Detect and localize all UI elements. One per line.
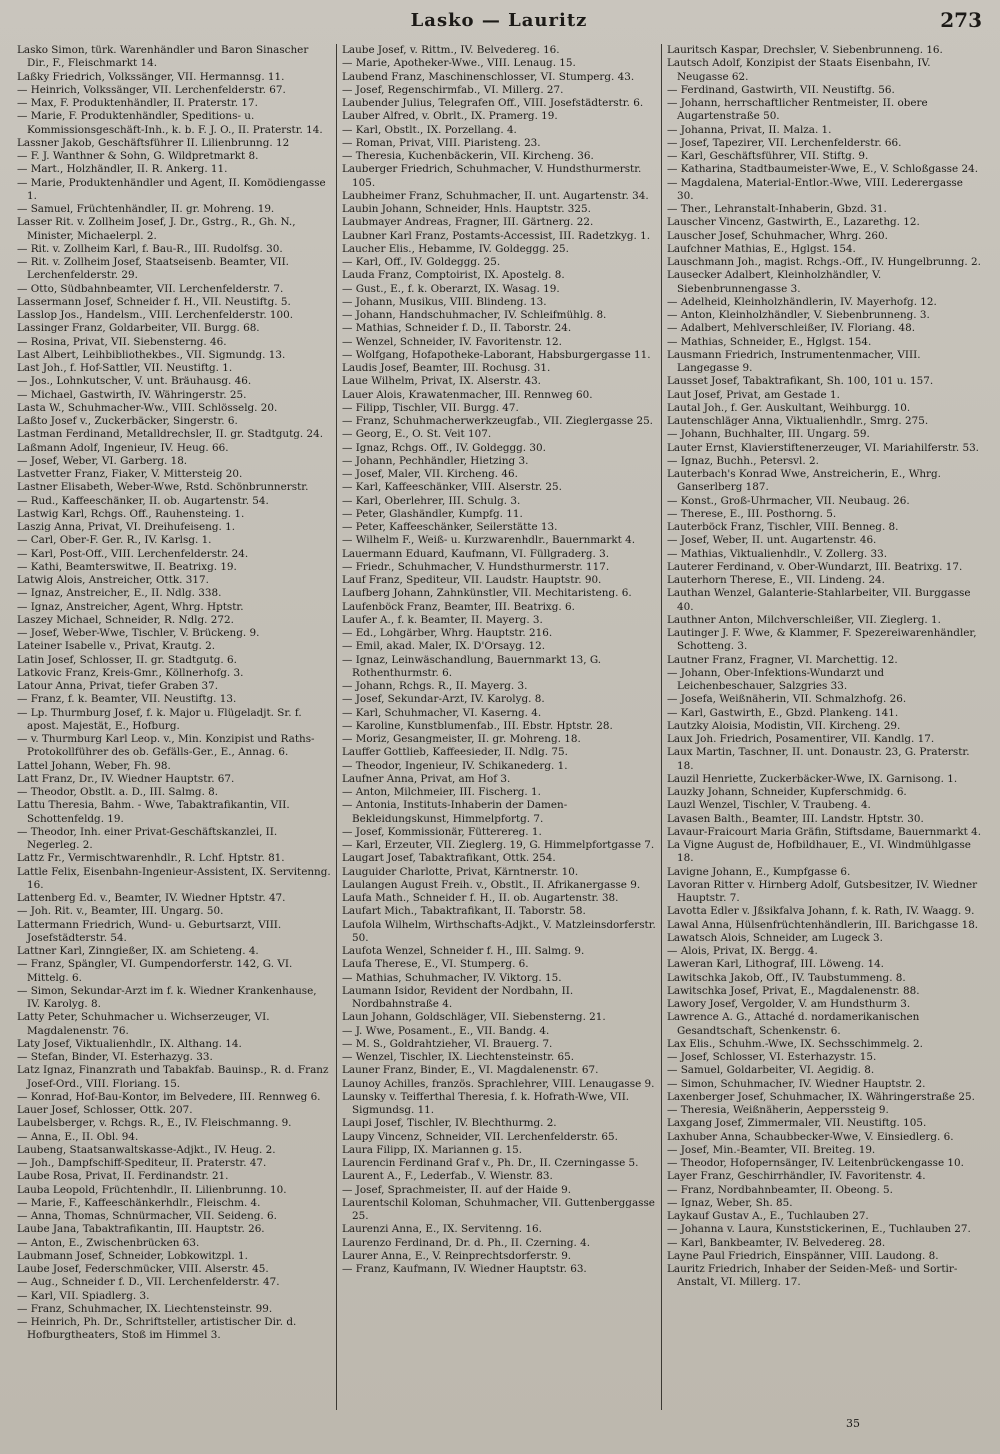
directory-entry: — Magdalena, Material-Entlor.-Wwe, VIII. Lederergasse 30. <box>667 176 963 202</box>
directory-entry: — Theresia, Kuchenbäckerin, VII. Kircheng. 36. <box>342 150 594 162</box>
directory-entry: Lautsch Adolf, Konzipist der Staats Eisenbahn, IV. Neugasse 62. <box>667 57 931 83</box>
directory-entry: — Josef, Schlosser, VI. Esterhazystr. 15. <box>667 1051 877 1063</box>
directory-entry: Launoy Achilles, französ. Sprachlehrer, VIII. Lenaugasse 9. <box>342 1077 655 1090</box>
directory-entry: Laurenzo Ferdinand, Dr. d. Ph., II. Czerning. 4. <box>342 1236 591 1249</box>
page-header <box>12 8 986 38</box>
directory-column-3 <box>661 44 986 1410</box>
directory-entry: Laweran Karl, Lithograf, III. Löweng. 14. <box>667 958 884 971</box>
directory-entry: — Johann, Musikus, VIII. Blindeng. 13. <box>342 295 547 308</box>
directory-entry: — Johann, Ober-Infektions-Wundarzt und Leichenbeschauer, Salzgries 33. <box>667 666 885 692</box>
directory-entry: — Rud., Kaffeeschänker, II. ob. Augartenstr. 54. <box>17 494 269 507</box>
directory-entry: — Karl, Schuhmacher, VI. Kaserng. 4. <box>342 706 542 719</box>
directory-column-1 <box>12 44 336 1410</box>
directory-entry: — Ther., Lehranstalt-Inhaberin, Gbzd. 31. <box>667 203 887 215</box>
directory-entry: Lauterbach's Konrad Wwe, Anstreicherin, E., Whrg. Ganserlberg 187. <box>667 468 941 494</box>
directory-entry: — Marie, Produktenhändler und Agent, II. Komödiengasse 1. <box>17 176 326 202</box>
directory-entry: — v. Thurmburg Karl Leop. v., Min. Konzipist und Raths-Protokollführer des ob. Gefälls-Ger., E., Annag. 6. <box>17 733 315 759</box>
directory-entry: — Karl, Erzeuter, VII. Zieglerg. 19, G. Himmelpfortgasse 7. <box>342 839 655 851</box>
directory-entry: Lausecker Adalbert, Kleinholzhändler, V. Siebenbrunnengasse 3. <box>667 269 882 295</box>
directory-entry: — Josef, Min.-Beamter, VII. Breiteg. 19. <box>667 1143 876 1156</box>
directory-entry: — M. S., Goldrahtzieher, VI. Brauerg. 7. <box>342 1037 553 1050</box>
directory-entry: — Theodor, Hofopernsänger, IV. Leitenbrückengasse 10. <box>667 1157 964 1169</box>
directory-entry: — Karl, VII. Spiadlerg. 3. <box>17 1289 150 1302</box>
directory-entry: Laykauf Gustav A., E., Tuchlauben 27. <box>667 1210 869 1222</box>
directory-entry: Lauthan Wenzel, Galanterie-Stahlarbeiter, VII. Burggasse 40. <box>667 587 971 613</box>
directory-entry: Last Joh., f. Hof-Sattler, VII. Neustiftg. 1. <box>17 362 233 374</box>
directory-entry: — Wenzel, Schneider, IV. Favoritenstr. 12. <box>342 335 562 348</box>
directory-entry: Lattermann Friedrich, Wund- u. Geburtsarzt, VIII. Josefstädterstr. 54. <box>17 918 282 944</box>
directory-entry: — Alois, Privat, IX. Bergg. 4. <box>667 945 818 957</box>
directory-entry: Laufota Wenzel, Schneider f. H., III. Salmg. 9. <box>342 945 585 957</box>
directory-entry: — Emil, akad. Maler, IX. D'Orsayg. 12. <box>342 640 546 653</box>
page-number: 273 <box>940 8 982 32</box>
directory-entry: — Ferdinand, Gastwirth, VII. Neustiftg. 56. <box>667 83 895 96</box>
directory-entry: — Johann, Buchhalter, III. Ungarg. 59. <box>667 428 870 441</box>
directory-entry: Laufner Anna, Privat, am Hof 3. <box>342 772 511 785</box>
directory-entry: — Marie, Apotheker-Wwe., VIII. Lenaug. 15. <box>342 57 576 70</box>
directory-entry: La Vigne August de, Hofbildhauer, E., VI. Windmühlgasse 18. <box>667 839 971 865</box>
directory-entry: — Franz, Schuhmacher, IX. Liechtensteinstr. 99. <box>17 1302 273 1315</box>
directory-entry: — Filipp, Tischler, VII. Burgg. 47. <box>342 401 519 414</box>
directory-entry: Lastman Ferdinand, Metalldrechsler, II. gr. Stadtgutg. 24. <box>17 428 324 441</box>
directory-entry: — Josef, Sprachmeister, II. auf der Haide 9. <box>342 1183 572 1196</box>
directory-entry: Laurenzi Anna, E., IX. Servitenng. 16. <box>342 1223 542 1236</box>
directory-entry: — Karl, Geschäftsführer, VII. Stiftg. 9. <box>667 150 869 162</box>
directory-entry: — Johann, herrschaftlicher Rentmeister, II. obere Augartenstraße 50. <box>667 97 928 123</box>
directory-entry: Laxenberger Josef, Schuhmacher, IX. Währingerstraße 25. <box>667 1090 975 1103</box>
directory-entry: — Karl, Gastwirth, E., Gbzd. Plankeng. 141. <box>667 706 899 719</box>
directory-entry: — Ignaz, Weber, Sh. 85. <box>667 1196 793 1209</box>
directory-entry: — Josef, Maler, VII. Kircheng. 46. <box>342 468 518 480</box>
directory-entry: — Johanna, Privat, II. Malza. 1. <box>667 123 832 136</box>
directory-entry: — Michael, Gastwirth, IV. Währingerstr. 25. <box>17 388 247 401</box>
directory-entry: Lauberger Friedrich, Schuhmacher, V. Hundsthurmerstr. 105. <box>342 163 642 189</box>
directory-entry: — Marie, F., Kaffeeschänkerhdlr., Fleischm. 4. <box>17 1196 261 1209</box>
directory-entry: Lauguider Charlotte, Privat, Kärntnerstr. 10. <box>342 865 579 878</box>
directory-entry: — Ignaz, Anstreicher, E., II. Ndlg. 338. <box>17 587 222 600</box>
directory-entry: Lasslop Jos., Handelsm., VIII. Lerchenfelderstr. 100. <box>17 309 294 321</box>
directory-entry: Laufart Mich., Tabaktrafikant, II. Taborstr. 58. <box>342 905 586 918</box>
directory-entry: Lautinger J. F. Wwe, & Klammer, F. Spezereiwarenhändler, Schotteng. 3. <box>667 627 977 653</box>
directory-entry: — Wolfgang, Hofapotheke-Laborant, Habsburgergasse 11. <box>342 348 651 361</box>
directory-entry: Launsky v. Teifferthal Theresia, f. k. Hofrath-Wwe, VII. Sigmundsg. 11. <box>342 1090 630 1116</box>
directory-entry: Lawrence A. G., Attaché d. nordamerikanischen Gesandtschaft, Schenkenstr. 6. <box>667 1011 920 1037</box>
directory-entry: Laura Filipp, IX. Mariannen g. 15. <box>342 1143 523 1156</box>
directory-entry: — Simon, Schuhmacher, IV. Wiedner Hauptstr. 2. <box>667 1077 926 1090</box>
directory-entry: — Moriz, Gesangmeister, II. gr. Mohreng. 18. <box>342 733 581 745</box>
directory-entry: — Joh. Rit. v., Beamter, III. Ungarg. 50. <box>17 905 224 918</box>
directory-entry: Layne Paul Friedrich, Einspänner, VIII. Laudong. 8. <box>667 1249 939 1262</box>
directory-entry: — Josef, Weber, II. unt. Augartenstr. 46. <box>667 534 877 547</box>
directory-entry: Lausmann Friedrich, Instrumentenmacher, VIII. Langegasse 9. <box>667 348 921 374</box>
directory-entry: — Karl, Bankbeamter, IV. Belvedereg. 28. <box>667 1236 886 1249</box>
directory-entry: Laßmann Adolf, Ingenieur, IV. Heug. 66. <box>17 441 229 454</box>
directory-entry: Lauterer Ferdinand, v. Ober-Wundarzt, III. Beatrixg. 17. <box>667 560 963 573</box>
directory-entry: — Jos., Lohnkutscher, V. unt. Bräuhausg. 46. <box>17 375 252 388</box>
directory-entry: Lautner Franz, Fragner, VI. Marchettig. 12. <box>667 653 898 666</box>
directory-entry: Laugart Josef, Tabaktrafikant, Ottk. 254. <box>342 852 556 865</box>
directory-entry: Lauterböck Franz, Tischler, VIII. Benneg. 8. <box>667 521 899 533</box>
directory-entry: Laubeng, Staatsanwaltskasse-Adjkt., IV. Heug. 2. <box>17 1143 276 1156</box>
directory-entry: Lauba Leopold, Früchtenhdlr., II. Lilienbrunng. 10. <box>17 1183 287 1196</box>
directory-entry: — Konrad, Hof-Bau-Kontor, im Belvedere, III. Rennweg 6. <box>17 1090 321 1103</box>
directory-entry: Lavotta Edler v. Jßsikfalva Johann, f. k. Rath, IV. Waagg. 9. <box>667 905 975 918</box>
directory-entry: — Samuel, Goldarbeiter, VI. Aegidig. 8. <box>667 1064 875 1077</box>
directory-entry: Lawitschka Josef, Privat, E., Magdalenenstr. 88. <box>667 984 920 997</box>
directory-entry: Lassermann Josef, Schneider f. H., VII. Neustiftg. 5. <box>17 295 291 308</box>
directory-entry: — Ignaz, Anstreicher, Agent, Whrg. Hptstr. <box>17 600 244 613</box>
directory-entry: — Anton, E., Zwischenbrücken 63. <box>17 1236 200 1249</box>
directory-entry: Lasta W., Schuhmacher-Ww., VIII. Schlösselg. 20. <box>17 401 278 414</box>
directory-entry: — Johann, Rchgs. R., II. Mayerg. 3. <box>342 680 528 692</box>
directory-entry: — Franz, Kaufmann, IV. Wiedner Hauptstr. 63. <box>342 1263 587 1275</box>
directory-entry: Laube Jana, Tabaktrafikantin, III. Hauptstr. 26. <box>17 1223 265 1236</box>
directory-entry: — Anna, Thomas, Schnürmacher, VII. Seideng. 6. <box>17 1210 277 1222</box>
directory-entry: Laube Josef, v. Rittm., IV. Belvedereg. 16. <box>342 44 560 56</box>
directory-entry: Lauer Josef, Schlosser, Ottk. 207. <box>17 1104 193 1116</box>
directory-entry: — Johann, Pechhändler, Hietzing 3. <box>342 454 529 467</box>
directory-entry: Laudis Josef, Beamter, III. Rochusg. 31. <box>342 362 551 374</box>
directory-entry: — Peter, Kaffeeschänker, Seilerstätte 13. <box>342 521 558 533</box>
directory-entry: Latt Franz, Dr., IV. Wiedner Hauptstr. 67. <box>17 772 235 785</box>
directory-entry: Laun Johann, Goldschläger, VII. Siebensterng. 21. <box>342 1011 606 1024</box>
directory-entry: Lattz Fr., Vermischtwarenhdlr., R. Lchf. Hptstr. 81. <box>17 852 285 865</box>
directory-entry: Laupi Josef, Tischler, IV. Blechthurmg. 2. <box>342 1117 557 1130</box>
directory-entry: Latin Josef, Schlosser, II. gr. Stadtgutg. 6. <box>17 653 237 666</box>
directory-entry: — Josefa, Weißnäherin, VII. Schmalzhofg. 26. <box>667 693 907 706</box>
directory-entry: Laszig Anna, Privat, VI. Dreihufeiseng. 1. <box>17 521 236 533</box>
directory-entry: Laubin Johann, Schneider, Hnls. Hauptstr. 325. <box>342 203 591 215</box>
directory-entry: Laux Joh. Friedrich, Posamentirer, VII. Kandlg. 17. <box>667 733 935 745</box>
directory-entry: Latz Ignaz, Finanzrath und Tabakfab. Bauinsp., R. d. Franz Josef-Ord., VIII. Floriang. 15. <box>17 1064 329 1090</box>
directory-entry: — Heinrich, Volkssänger, VII. Lerchenfelderstr. 67. <box>17 83 286 96</box>
directory-entry: Laurentschil Koloman, Schuhmacher, VII. Guttenberggasse 25. <box>342 1196 655 1222</box>
directory-entry: Laubelsberger, v. Rchgs. R., E., IV. Fleischmanng. 9. <box>17 1117 292 1130</box>
directory-entry: Latour Anna, Privat, tiefer Graben 37. <box>17 680 218 692</box>
directory-entry: Lauthner Anton, Milchverschleißer, VII. Zieglerg. 1. <box>667 613 941 626</box>
directory-entry: Lautal Joh., f. Ger. Auskultant, Weihburgg. 10. <box>667 401 911 414</box>
directory-entry: Lausset Josef, Tabaktrafikant, Sh. 100, 101 u. 157. <box>667 375 934 388</box>
directory-entry: Lauf Franz, Spediteur, VII. Laudstr. Hauptstr. 90. <box>342 574 602 586</box>
directory-entry: — Mathias, Viktualienhdlr., V. Zollerg. 33. <box>667 547 888 560</box>
directory-entry: Laufa Therese, E., VI. Stumperg. 6. <box>342 958 529 971</box>
directory-entry: Lawal Anna, Hülsenfrüchtenhändlerin, III. Barichgasse 18. <box>667 918 979 931</box>
directory-entry: — Stefan, Binder, VI. Esterhazyg. 33. <box>17 1051 213 1063</box>
directory-entry: Lawitschka Jakob, Off., IV. Taubstummeng. 8. <box>667 971 906 984</box>
directory-columns <box>12 44 986 1410</box>
directory-entry: Lavigne Johann, E., Kumpfgasse 6. <box>667 865 851 878</box>
directory-entry: Lastwig Karl, Rchgs. Off., Rauhensteing. 1. <box>17 507 245 520</box>
directory-entry: Lauritsch Kaspar, Drechsler, V. Siebenbrunneng. 16. <box>667 44 943 56</box>
directory-entry: — Otto, Südbahnbeamter, VII. Lerchenfelderstr. 7. <box>17 282 284 295</box>
directory-entry: — Friedr., Schuhmacher, V. Hundsthurmerstr. 117. <box>342 560 610 573</box>
directory-entry: Lauritz Friedrich, Inhaber der Seiden-Meß- und Sortir-Anstalt, VI. Millerg. 17. <box>667 1263 958 1289</box>
directory-entry: — Simon, Sekundar-Arzt im f. k. Wiedner Krankenhause, IV. Karolyg. 8. <box>17 984 317 1010</box>
directory-entry: Laurent A., F., Lederfab., V. Wienstr. 83. <box>342 1170 553 1183</box>
directory-entry: — Lp. Thurmburg Josef, f. k. Major u. Flügeladjt. Sr. f. apost. Majestät, E., Hofburg. <box>17 706 302 732</box>
directory-entry: — Karoline, Kunstblumenfab., III. Ebstr. Hptstr. 28. <box>342 719 613 732</box>
directory-entry: Lattner Karl, Zinngießer, IX. am Schieteng. 4. <box>17 945 259 957</box>
directory-entry: Lattle Felix, Eisenbahn-Ingenieur-Assistent, IX. Servitenng. 16. <box>17 865 331 891</box>
directory-entry: Launer Franz, Binder, E., VI. Magdalenenstr. 67. <box>342 1064 599 1077</box>
directory-entry: Lauda Franz, Comptoirist, IX. Apostelg. 8. <box>342 269 565 282</box>
directory-entry: — Samuel, Früchtenhändler, II. gr. Mohreng. 19. <box>17 203 275 215</box>
directory-entry: Laubner Karl Franz, Postamts-Accessist, III. Radetzkyg. 1. <box>342 229 651 242</box>
directory-entry: Laulangen August Freih. v., Obstlt., II. Afrikanergasse 9. <box>342 878 641 891</box>
directory-entry: — Mathias, Schneider, E., Hglgst. 154. <box>667 335 872 348</box>
directory-entry: Laux Martin, Taschner, II. unt. Donaustr. 23, G. Praterstr. 18. <box>667 746 970 772</box>
directory-entry: Lauter Ernst, Klavierstiftenerzeuger, VI. Mariahilferstr. 53. <box>667 441 979 454</box>
directory-entry: Laufchner Mathias, E., Hglgst. 154. <box>667 242 856 255</box>
directory-entry: — Anna, E., II. Obl. 94. <box>17 1130 139 1143</box>
directory-entry: — Peter, Glashändler, Kumpfg. 11. <box>342 507 523 520</box>
directory-entry: — Heinrich, Ph. Dr., Schriftsteller, artistischer Dir. d. Hofburgtheaters, Stoß im Himmel 3. <box>17 1316 297 1342</box>
directory-entry: — Ignaz, Leinwäschandlung, Bauernmarkt 13, G. Rothenthurmstr. 6. <box>342 653 602 679</box>
directory-entry: Lattel Johann, Weber, Fh. 98. <box>17 759 171 772</box>
directory-entry: — Marie, F. Produktenhändler, Speditions- u. Kommissionsgeschäft-Inh., k. b. F. J. O., II. Praterstr. 14. <box>17 110 323 136</box>
directory-entry: — Wenzel, Tischler, IX. Liechtensteinstr. 65. <box>342 1051 575 1063</box>
directory-entry: — Mart., Holzhändler, II. R. Ankerg. 11. <box>17 163 228 176</box>
directory-entry: Lauermann Eduard, Kaufmann, VI. Füllgraderg. 3. <box>342 547 610 560</box>
directory-entry: Laumann Isidor, Revident der Nordbahn, II. Nordbahnstraße 4. <box>342 984 574 1010</box>
directory-entry: — Joh., Dampfschiff-Spediteur, II. Praterstr. 47. <box>17 1157 267 1169</box>
directory-entry: — Josef, Weber, VI. Garberg. 18. <box>17 454 188 467</box>
directory-entry: — Karl, Off., IV. Goldeggg. 25. <box>342 256 501 268</box>
directory-entry: Lattu Theresia, Bahm. - Wwe, Tabaktrafikantin, VII. Schottenfeldg. 19. <box>17 799 290 825</box>
directory-entry: — Max, F. Produktenhändler, II. Praterstr. 17. <box>17 97 258 109</box>
directory-entry: — Franz, f. k. Beamter, VII. Neustiftg. 13. <box>17 693 237 706</box>
directory-entry: Laue Wilhelm, Privat, IX. Alserstr. 43. <box>342 375 541 388</box>
directory-entry: Laubmayer Andreas, Fragner, III. Gärtnerg. 22. <box>342 216 594 229</box>
directory-entry: — Therese, E., III. Posthorng. 5. <box>667 507 837 520</box>
directory-entry: Lauer Alois, Krawatenmacher, III. Rennweg 60. <box>342 388 593 401</box>
directory-entry: — J. Wwe, Posament., E., VII. Bandg. 4. <box>342 1024 550 1037</box>
directory-entry: Lauzky Johann, Schneider, Kupferschmidg. 6. <box>667 786 907 798</box>
directory-entry: — Josef, Tapezirer, VII. Lerchenfelderstr. 66. <box>667 136 902 149</box>
directory-entry: Lastvetter Franz, Fiaker, V. Mittersteig 20. <box>17 468 243 480</box>
directory-entry: — Wilhelm F., Weiß- u. Kurzwarenhdlr., Bauernmarkt 4. <box>342 534 636 547</box>
directory-entry: Laurencin Ferdinand Graf v., Ph. Dr., II. Czerningasse 5. <box>342 1157 639 1169</box>
directory-entry: Lauterhorn Therese, E., VII. Lindeng. 24. <box>667 574 885 586</box>
directory-entry: Lautzky Aloisia, Modistin, VII. Kircheng. 29. <box>667 719 901 732</box>
directory-entry: — Rit. v. Zollheim Karl, f. Bau-R., III. Rudolfsg. 30. <box>17 242 283 255</box>
directory-entry: — Theodor, Obstlt. a. D., III. Salmg. 8. <box>17 786 219 798</box>
directory-entry: Laucher Elis., Hebamme, IV. Goldeggg. 25. <box>342 242 569 255</box>
directory-entry: Lauscher Josef, Schuhmacher, Whrg. 260. <box>667 229 888 242</box>
directory-entry: Laurer Anna, E., V. Reinprechtsdorferstr. 9. <box>342 1249 572 1262</box>
directory-entry: Laufola Wilhelm, Wirthschafts-Adjkt., V. Matzleinsdorferstr. 50. <box>342 918 656 944</box>
directory-entry: Laut Josef, Privat, am Gestade 1. <box>667 388 840 401</box>
directory-entry: — Karl, Kaffeeschänker, VIII. Alserstr. 25. <box>342 481 562 494</box>
directory-entry: Laupy Vincenz, Schneider, VII. Lerchenfelderstr. 65. <box>342 1130 618 1143</box>
directory-entry: — Mathias, Schneider f. D., II. Taborstr. 24. <box>342 322 572 335</box>
directory-entry: — Theodor, Inh. einer Privat-Geschäftskanzlei, II. Negerleg. 2. <box>17 825 278 851</box>
directory-entry: Lauffer Gottlieb, Kaffeesieder, II. Ndlg. 75. <box>342 746 568 759</box>
directory-entry: Lateiner Isabelle v., Privat, Krautg. 2. <box>17 640 216 653</box>
directory-entry: Lavaur-Fraicourt Maria Gräfin, Stiftsdame, Bauernmarkt 4. <box>667 825 982 838</box>
directory-entry: — Ignaz, Rchgs. Off., IV. Goldeggg. 30. <box>342 441 546 454</box>
directory-entry: — Rit. v. Zollheim Josef, Staatseisenb. Beamter, VII. Lerchenfelderstr. 29. <box>17 256 289 282</box>
directory-entry: — Katharina, Stadtbaumeister-Wwe, E., V. Schloßgasse 24. <box>667 163 978 176</box>
directory-entry: Lauscher Vincenz, Gastwirth, E., Lazarethg. 12. <box>667 216 920 229</box>
directory-entry: Lax Elis., Schuhm.-Wwe, IX. Sechsschimmelg. 2. <box>667 1037 923 1050</box>
directory-entry: — Franz, Nordbahnbeamter, II. Obeong. 5. <box>667 1183 893 1196</box>
directory-entry: Laube Josef, Federschmücker, VIII. Alserstr. 45. <box>17 1263 269 1275</box>
directory-entry: Laufa Math., Schneider f. H., II. ob. Augartenstr. 38. <box>342 892 619 904</box>
directory-entry: — Rosina, Privat, VII. Siebensterng. 46. <box>17 335 227 348</box>
directory-entry: — Mathias, Schuhmacher, IV. Viktorg. 15. <box>342 971 562 984</box>
signature-mark: 35 <box>846 1417 860 1430</box>
directory-entry: — Franz, Spängler, VI. Gumpendorferstr. 142, G. VI. Mittelg. 6. <box>17 958 293 984</box>
directory-entry: Lauzl Wenzel, Tischler, V. Traubeng. 4. <box>667 799 871 812</box>
directory-entry: — Gust., E., f. k. Oberarzt, IX. Wasag. 19. <box>342 282 560 295</box>
directory-entry: — Aug., Schneider f. D., VII. Lerchenfelderstr. 47. <box>17 1276 280 1289</box>
directory-entry: — Josef, Regenschirmfab., VI. Millerg. 27. <box>342 83 564 96</box>
directory-entry: — Karl, Post-Off., VIII. Lerchenfelderstr. 24. <box>17 547 249 560</box>
directory-entry: — Franz, Schuhmacherwerkzeugfab., VII. Zieglergasse 25. <box>342 415 653 427</box>
directory-entry: — Josef, Weber-Wwe, Tischler, V. Brückeng. 9. <box>17 627 260 639</box>
directory-entry: — Adelheid, Kleinholzhändlerin, IV. Mayerhofg. 12. <box>667 295 937 308</box>
directory-entry: Laxhuber Anna, Schaubbecker-Wwe, V. Einsiedlerg. 6. <box>667 1130 954 1143</box>
directory-entry: Lavoran Ritter v. Hirnberg Adolf, Gutsbesitzer, IV. Wiedner Hauptstr. 7. <box>667 878 978 904</box>
directory-entry: Lastner Elisabeth, Weber-Wwe, Rstd. Schönbrunnerstr. <box>17 481 309 494</box>
directory-entry: Lautenschläger Anna, Viktualienhdlr., Smrg. 275. <box>667 415 929 427</box>
directory-entry: Laßky Friedrich, Volkssänger, VII. Hermannsg. 11. <box>17 70 285 83</box>
directory-entry: Lassinger Franz, Goldarbeiter, VII. Burgg. 68. <box>17 322 260 335</box>
directory-entry: Laufenböck Franz, Beamter, III. Beatrixg. 6. <box>342 600 575 613</box>
directory-entry: Lassner Jakob, Geschäftsführer II. Lilienbrunng. 12 <box>17 136 290 149</box>
directory-entry: Laßto Josef v., Zuckerbäcker, Singerstr. 6. <box>17 415 238 427</box>
directory-entry: — Anton, Kleinholzhändler, V. Siebenbrunneng. 3. <box>667 309 930 321</box>
directory-entry: Latwig Alois, Anstreicher, Ottk. 317. <box>17 574 209 586</box>
directory-entry: Layer Franz, Geschirrhändler, IV. Favoritenstr. 4. <box>667 1170 926 1183</box>
directory-entry: — Karl, Oberlehrer, III. Schulg. 3. <box>342 494 521 507</box>
directory-entry: Last Albert, Leihbibliothekbes., VII. Sigmundg. 13. <box>17 348 286 361</box>
directory-entry: Lasser Rit. v. Zollheim Josef, J. Dr., Gstrg., R., Gh. N., Minister, Michaelerpl. 2. <box>17 216 296 242</box>
directory-entry: Laszey Michael, Schneider, R. Ndlg. 272. <box>17 613 234 626</box>
directory-entry: Lauzil Henriette, Zuckerbäcker-Wwe, IX. Garnisong. 1. <box>667 772 958 785</box>
directory-entry: — Johanna v. Laura, Kunststickerinen, E., Tuchlauben 27. <box>667 1223 971 1236</box>
directory-column-2 <box>336 44 661 1410</box>
directory-entry: — Theodor, Ingenieur, IV. Schikanederg. 1. <box>342 759 568 772</box>
directory-entry: Lasko Simon, türk. Warenhändler und Baron Sinascher Dir., F., Fleischmarkt 14. <box>17 44 309 70</box>
directory-entry: Laubender Julius, Telegrafen Off., VIII. Josefstädterstr. 6. <box>342 97 644 109</box>
directory-entry: Laubend Franz, Maschinenschlosser, VI. Stumperg. 43. <box>342 70 635 83</box>
directory-entry: Latty Peter, Schuhmacher u. Wichserzeuger, VI. Magdalenenstr. 76. <box>17 1011 270 1037</box>
directory-entry: — Kathi, Beamterswitwe, II. Beatrixg. 19. <box>17 560 237 573</box>
directory-entry: — Josef, Sekundar-Arzt, IV. Karolyg. 8. <box>342 693 545 706</box>
directory-entry: — Ignaz, Buchh., Petersvl. 2. <box>667 454 819 467</box>
directory-entry: Lattenberg Ed. v., Beamter, IV. Wiedner Hptstr. 47. <box>17 892 286 904</box>
directory-entry: — Theresia, Weißnäherin, Aepperssteig 9. <box>667 1104 889 1116</box>
directory-entry: — Roman, Privat, VIII. Piaristeng. 23. <box>342 136 541 149</box>
directory-entry: — Karl, Obstlt., IX. Porzellang. 4. <box>342 123 517 136</box>
directory-entry: Laubheimer Franz, Schuhmacher, II. unt. Augartenstr. 34. <box>342 189 649 202</box>
directory-entry: Laubmann Josef, Schneider, Lobkowitzpl. 1. <box>17 1249 248 1262</box>
directory-entry: Laufer A., f. k. Beamter, II. Mayerg. 3. <box>342 613 543 626</box>
directory-entry: Laube Rosa, Privat, II. Ferdinandstr. 21. <box>17 1170 229 1183</box>
directory-entry: — Anton, Milchmeier, III. Fischerg. 1. <box>342 786 541 798</box>
directory-entry: — Johann, Handschuhmacher, IV. Schleifmühlg. 8. <box>342 309 607 321</box>
directory-entry: — Adalbert, Mehlverschleißer, IV. Floriang. 48. <box>667 322 916 335</box>
directory-entry: Lauschmann Joh., magist. Rchgs.-Off., IV. Hungelbrunng. 2. <box>667 256 981 268</box>
directory-entry: Laty Josef, Viktualienhdlr., IX. Althang. 14. <box>17 1037 242 1050</box>
directory-entry: — Ed., Lohgärber, Whrg. Hauptstr. 216. <box>342 627 553 639</box>
directory-entry: — Konst., Groß-Uhrmacher, VII. Neubaug. 26. <box>667 494 910 507</box>
directory-entry: — Josef, Kommissionär, Fütterereg. 1. <box>342 825 542 838</box>
directory-entry: — F. J. Wanthner & Sohn, G. Wildpretmarkt 8. <box>17 150 259 162</box>
directory-entry: — Antonia, Instituts-Inhaberin der Damen-Bekleidungskunst, Himmelpfortg. 7. <box>342 799 568 825</box>
directory-entry: Laxgang Josef, Zimmermaler, VII. Neustiftg. 105. <box>667 1117 927 1130</box>
directory-entry: Laufberg Johann, Zahnkünstler, VII. Mechitaristeng. 6. <box>342 587 632 600</box>
directory-entry: Lauber Alfred, v. Obrlt., IX. Pramerg. 19. <box>342 110 558 123</box>
directory-entry: Lavasen Balth., Beamter, III. Landstr. Hptstr. 30. <box>667 812 924 825</box>
directory-entry: — Georg, E., O. St. Veit 107. <box>342 428 492 441</box>
directory-entry: — Carl, Ober-F. Ger. R., IV. Karlsg. 1. <box>17 534 212 547</box>
directory-entry: Lawatsch Alois, Schneider, am Lugeck 3. <box>667 931 883 944</box>
running-head: Lasko — Lauritz <box>410 10 588 31</box>
directory-entry: Lawory Josef, Vergolder, V. am Hundsthurm 3. <box>667 998 911 1010</box>
directory-entry: Latkovic Franz, Kreis-Gmr., Köllnerhofg. 3. <box>17 666 244 679</box>
